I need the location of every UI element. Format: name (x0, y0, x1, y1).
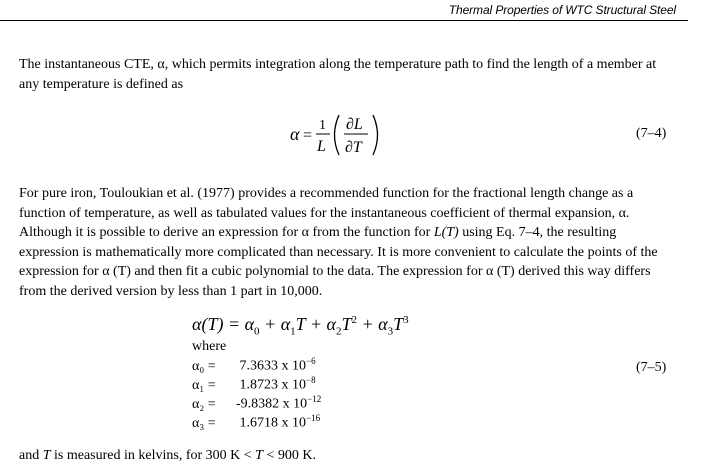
eq74-right-paren (373, 115, 378, 155)
eq75-sub3: 3 (387, 325, 394, 338)
coef-symbol: α₂ = (192, 396, 216, 412)
eq75-sub0: 0 (254, 325, 260, 338)
equation-7-4 (286, 112, 396, 158)
eq74-lhs: α (290, 124, 300, 144)
coef-value: -9.8382 x 10 (236, 396, 308, 412)
p2-function: L(T) (433, 225, 459, 241)
coef-exponent: −12 (307, 394, 322, 404)
coefficient-alpha1 (192, 375, 316, 394)
page-header (0, 0, 688, 21)
coefficient-alpha3 (192, 413, 320, 432)
eq74-left-paren (335, 115, 340, 155)
p3-text-b: is measured in kelvins, for 300 K < (50, 448, 256, 463)
coef-exponent: −8 (306, 375, 316, 385)
coef-exponent: −6 (306, 356, 316, 366)
coef-value: 1.8723 x 10 (236, 377, 306, 393)
p3-var-t2: T (255, 448, 263, 463)
eq75-term4: + α (356, 314, 388, 334)
coefficient-alpha2 (192, 394, 321, 413)
p3-text-a: and (19, 448, 43, 463)
coef-symbol: α₁ = (192, 377, 216, 393)
coef-symbol: α₀ = (192, 358, 216, 374)
coef-value: 1.6718 x 10 (236, 415, 306, 431)
p2-text-b: using Eq. 7–4, the resulting expression is mathematically more complicated than necessary. It is more convenient to calculate the points of the expression for α (T) and then fit a cubic polynomial to the data. The expression for α (T) derived this way differs from the derived version by less than 1 part in 10,000. (19, 225, 658, 299)
p3-var-t: T (42, 448, 51, 463)
where-label: where (192, 339, 227, 354)
paragraph-temperature-range (19, 446, 679, 466)
eq74-fraction-numerator: 1 (319, 118, 326, 133)
eq75-term1: + α (259, 314, 291, 334)
eq74-fraction-denominator: L (317, 138, 326, 155)
header-title: Thermal Properties of WTC Structural Steel (448, 3, 676, 17)
eq75-sup3: 3 (403, 314, 409, 326)
coef-value: 7.3633 x 10 (236, 358, 306, 374)
equation-label-7-5: (7–5) (636, 360, 667, 375)
eq75-sub1: 1 (290, 325, 296, 338)
eq75-term2: T + α (295, 314, 336, 334)
eq75-sub2: 2 (335, 325, 342, 338)
eq75-lhs: α(T) = α (192, 314, 255, 334)
eq74-derivative-numerator: ∂L (346, 116, 363, 133)
coefficient-alpha0 (192, 356, 316, 375)
paragraph-cte-definition: The instantaneous CTE, α, which permits integration along the temperature path to find the length of a member at any temperature is defined as (19, 57, 657, 92)
p3-text-c: < 900 K. (262, 448, 316, 463)
paragraph-touloukian (19, 184, 679, 302)
equation-7-5 (192, 314, 409, 338)
eq74-derivative-denominator: ∂T (345, 139, 362, 156)
p2-text-a: For pure iron, Touloukian et al. (1977) provides a recommended function for the fractional length change as a function of temperature, as well as tabulated values for the instantaneous coefficient of thermal expansion, α. Although it is possible to derive an expression for α from the function for (19, 186, 634, 241)
eq75-term5: T (393, 314, 404, 334)
equation-label-7-4: (7–4) (636, 126, 667, 141)
coef-exponent: −16 (306, 413, 321, 423)
eq74-equals: = (303, 127, 313, 144)
eq75-term3: T (341, 314, 352, 334)
eq75-sup2: 2 (351, 314, 357, 326)
coef-symbol: α₃ = (192, 415, 216, 431)
